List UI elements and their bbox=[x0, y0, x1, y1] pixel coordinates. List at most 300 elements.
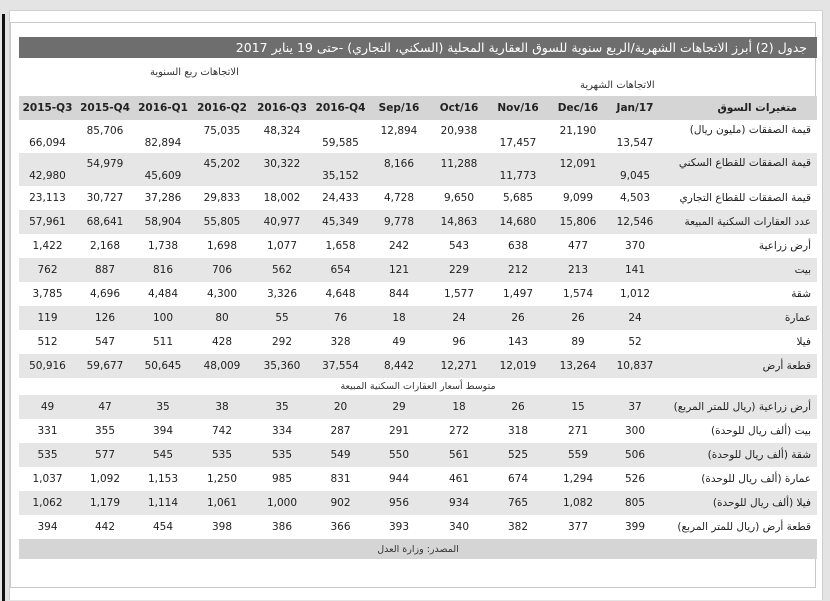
table-cell: 366 bbox=[330, 521, 351, 533]
table-cell: 291 bbox=[388, 425, 410, 437]
table-cell bbox=[19, 330, 76, 354]
table-cell: 35 bbox=[156, 401, 170, 413]
table-cell bbox=[312, 153, 369, 186]
binding-edge bbox=[2, 14, 5, 601]
cell-value: 15,806 bbox=[559, 216, 597, 228]
table-cell bbox=[489, 282, 547, 306]
cell-value: 4,728 bbox=[383, 192, 415, 204]
cell-value: 119 bbox=[37, 312, 58, 324]
table-cell bbox=[19, 354, 76, 378]
table-cell bbox=[489, 354, 547, 378]
table-cell: 331 bbox=[37, 425, 58, 437]
table-cell: 742 bbox=[211, 425, 233, 437]
table-cell bbox=[369, 186, 429, 210]
table-cell: 535 bbox=[211, 449, 233, 461]
table-cell bbox=[19, 120, 76, 153]
table-cell bbox=[369, 120, 429, 153]
table-cell bbox=[134, 258, 192, 282]
table-cell bbox=[489, 153, 547, 186]
table-cell: 545 bbox=[152, 449, 174, 461]
cell-value: 4,300 bbox=[206, 288, 238, 300]
cell-value: 547 bbox=[94, 336, 116, 348]
cell-value: 12,546 bbox=[616, 216, 654, 228]
cell-value: 54,979 bbox=[86, 157, 124, 170]
table-cell bbox=[312, 258, 369, 282]
table-cell: 334 bbox=[271, 425, 293, 437]
table-cell bbox=[609, 306, 661, 330]
table-cell bbox=[192, 234, 252, 258]
cell-value: 11,288 bbox=[440, 157, 478, 170]
cell-value: 428 bbox=[211, 336, 233, 348]
cell-value: 14,863 bbox=[440, 216, 478, 228]
table-cell bbox=[429, 210, 489, 234]
cell-value: 562 bbox=[271, 264, 293, 276]
cell-value: 50,645 bbox=[144, 360, 182, 372]
cell-value: 29,833 bbox=[203, 192, 241, 204]
table-cell: 1,061 bbox=[206, 497, 238, 509]
table-cell: 300 bbox=[624, 425, 646, 437]
table-row bbox=[19, 467, 817, 491]
cell-value: 1,077 bbox=[266, 240, 298, 252]
cell-value: 37,554 bbox=[322, 360, 359, 372]
table-cell: 535 bbox=[37, 449, 58, 461]
table-cell: 398 bbox=[211, 521, 233, 533]
table-cell bbox=[192, 330, 252, 354]
table-cell: 1,062 bbox=[32, 497, 63, 509]
table-cell bbox=[609, 330, 661, 354]
cell-value: 10,837 bbox=[616, 360, 654, 372]
cell-value: 8,442 bbox=[383, 360, 415, 372]
table-cell: 461 bbox=[448, 473, 470, 485]
table-cell: 15 bbox=[571, 401, 585, 413]
cell-value: 89 bbox=[571, 336, 585, 348]
cell-value: 3,785 bbox=[32, 288, 63, 300]
cell-value: 1,738 bbox=[147, 240, 179, 252]
cell-value: 13,547 bbox=[616, 136, 654, 149]
column-header: Jan/17 bbox=[616, 102, 654, 114]
table-row bbox=[19, 419, 817, 443]
cell-value: 4,503 bbox=[619, 192, 651, 204]
table-cell bbox=[192, 354, 252, 378]
table-cell bbox=[547, 234, 609, 258]
table-cell: 1,179 bbox=[89, 497, 121, 509]
source-row bbox=[19, 539, 817, 559]
table-cell bbox=[429, 306, 489, 330]
cell-value: 58,904 bbox=[144, 216, 182, 228]
table-cell bbox=[429, 186, 489, 210]
table-cell bbox=[312, 120, 369, 153]
cell-value: 35,360 bbox=[263, 360, 301, 372]
table-cell bbox=[609, 120, 661, 153]
cell-value: 26 bbox=[511, 312, 525, 324]
cell-value: 844 bbox=[388, 288, 410, 300]
cell-value: 4,696 bbox=[89, 288, 121, 300]
table-cell bbox=[192, 306, 252, 330]
table-cell bbox=[19, 282, 76, 306]
monthly-trends-label: الاتجاهات الشهرية bbox=[580, 80, 655, 91]
table-cell bbox=[489, 186, 547, 210]
cell-value: 14,680 bbox=[499, 216, 537, 228]
cell-value: 66,094 bbox=[29, 136, 66, 149]
table-row bbox=[19, 515, 817, 539]
subheader-label: متوسط أسعار العقارات السكنية المبيعة bbox=[340, 381, 496, 392]
table-row bbox=[19, 210, 817, 234]
cell-value: 121 bbox=[388, 264, 410, 276]
table-cell bbox=[134, 234, 192, 258]
table-cell bbox=[19, 234, 76, 258]
table-cell bbox=[547, 120, 609, 153]
quarterly-trends-label: الاتجاهات ربع السنوية bbox=[150, 67, 239, 78]
table-cell: 674 bbox=[507, 473, 529, 485]
table-cell: 526 bbox=[624, 473, 646, 485]
table-cell bbox=[252, 306, 312, 330]
table-cell bbox=[429, 330, 489, 354]
table-cell bbox=[19, 210, 76, 234]
cell-value: 4,484 bbox=[147, 288, 179, 300]
table-cell bbox=[76, 282, 134, 306]
table-cell bbox=[369, 282, 429, 306]
table-cell: 561 bbox=[448, 449, 470, 461]
cell-value: 18,002 bbox=[263, 192, 301, 204]
cell-value: 9,045 bbox=[619, 169, 651, 182]
table-cell bbox=[609, 210, 661, 234]
cell-value: 477 bbox=[567, 240, 589, 252]
table-cell bbox=[192, 258, 252, 282]
table-cell bbox=[369, 153, 429, 186]
cell-value: 45,349 bbox=[322, 216, 359, 228]
cell-value: 52 bbox=[628, 336, 642, 348]
table-cell bbox=[489, 258, 547, 282]
cell-value: 213 bbox=[567, 264, 589, 276]
table-cell: 377 bbox=[567, 521, 589, 533]
table-cell bbox=[252, 354, 312, 378]
cell-value: 26 bbox=[571, 312, 585, 324]
table-cell: 1,294 bbox=[562, 473, 594, 485]
cell-value: 12,894 bbox=[380, 124, 418, 137]
column-header: 2016-Q1 bbox=[138, 102, 188, 114]
table-cell bbox=[19, 186, 76, 210]
table-cell bbox=[19, 258, 76, 282]
table-cell: 399 bbox=[624, 521, 646, 533]
table-cell bbox=[134, 210, 192, 234]
row-label: بيت (ألف ريال للوحدة) bbox=[710, 425, 811, 437]
table-row bbox=[19, 282, 817, 306]
table-cell: 49 bbox=[40, 401, 55, 413]
table-cell bbox=[429, 258, 489, 282]
table-row bbox=[19, 258, 817, 282]
column-header: Oct/16 bbox=[439, 102, 479, 114]
cell-value: 126 bbox=[94, 312, 116, 324]
cell-value: 50,916 bbox=[29, 360, 66, 372]
table-cell: 355 bbox=[94, 425, 116, 437]
table-cell bbox=[252, 120, 312, 153]
cell-value: 13,264 bbox=[559, 360, 597, 372]
table-cell: 1,082 bbox=[562, 497, 594, 509]
row-label: فيلا (ألف ريال للوحدة) bbox=[712, 497, 811, 509]
cell-value: 1,698 bbox=[206, 240, 238, 252]
table-cell: 1,037 bbox=[32, 473, 63, 485]
cell-value: 100 bbox=[152, 312, 174, 324]
cell-value: 1,577 bbox=[443, 288, 475, 300]
cell-value: 80 bbox=[215, 312, 229, 324]
cell-value: 59,585 bbox=[322, 136, 359, 149]
row-label: شقة bbox=[791, 288, 811, 300]
table-cell bbox=[19, 306, 76, 330]
cell-value: 37,286 bbox=[144, 192, 182, 204]
table-cell: 393 bbox=[388, 521, 410, 533]
table-cell bbox=[369, 354, 429, 378]
row-label: عدد العقارات السكنية المبيعة bbox=[684, 216, 811, 228]
cell-value: 24,433 bbox=[322, 192, 359, 204]
table-cell bbox=[134, 306, 192, 330]
cell-value: 143 bbox=[507, 336, 529, 348]
cell-value: 4,648 bbox=[325, 288, 356, 300]
table-cell bbox=[547, 330, 609, 354]
table-cell bbox=[369, 234, 429, 258]
table-cell bbox=[429, 234, 489, 258]
table-cell: 934 bbox=[448, 497, 470, 509]
table-cell: 20 bbox=[333, 401, 348, 413]
cell-value: 75,035 bbox=[203, 124, 241, 137]
table-cell bbox=[547, 354, 609, 378]
table-cell bbox=[252, 234, 312, 258]
cell-value: 543 bbox=[448, 240, 470, 252]
table-cell bbox=[489, 120, 547, 153]
cell-value: 512 bbox=[37, 336, 58, 348]
table-cell: 550 bbox=[388, 449, 410, 461]
cell-value: 2,168 bbox=[89, 240, 121, 252]
cell-value: 9,650 bbox=[443, 192, 475, 204]
table-cell bbox=[192, 153, 252, 186]
column-header: Sep/16 bbox=[378, 102, 420, 114]
table-cell: 47 bbox=[98, 401, 112, 413]
table-row bbox=[19, 354, 817, 378]
table-cell bbox=[76, 234, 134, 258]
column-header-label: متغيرات السوق bbox=[717, 102, 797, 114]
table-cell bbox=[76, 354, 134, 378]
table-cell: 1,250 bbox=[206, 473, 238, 485]
cell-value: 20,938 bbox=[440, 124, 478, 137]
table-cell: 902 bbox=[330, 497, 351, 509]
cell-value: 68,641 bbox=[86, 216, 124, 228]
table-cell bbox=[192, 210, 252, 234]
cell-value: 328 bbox=[330, 336, 351, 348]
row-label: شقة (ألف ريال للوحدة) bbox=[707, 449, 811, 461]
table-row bbox=[19, 443, 817, 467]
table-cell: 271 bbox=[567, 425, 589, 437]
table-cell: 340 bbox=[448, 521, 470, 533]
table-cell bbox=[609, 258, 661, 282]
table-cell bbox=[489, 330, 547, 354]
table-row bbox=[19, 120, 817, 153]
table-cell bbox=[547, 258, 609, 282]
table-cell bbox=[76, 330, 134, 354]
cell-value: 18 bbox=[392, 312, 406, 324]
cell-value: 55 bbox=[275, 312, 289, 324]
table-cell bbox=[76, 210, 134, 234]
table-cell bbox=[547, 153, 609, 186]
column-header: 2016-Q2 bbox=[197, 102, 247, 114]
table-cell bbox=[547, 306, 609, 330]
cell-value: 12,271 bbox=[440, 360, 478, 372]
table-cell: 1,000 bbox=[266, 497, 298, 509]
table-cell bbox=[312, 186, 369, 210]
cell-value: 45,609 bbox=[144, 169, 182, 182]
cell-value: 21,190 bbox=[559, 124, 597, 137]
table-row bbox=[19, 306, 817, 330]
table-cell: 394 bbox=[152, 425, 174, 437]
table-cell bbox=[429, 153, 489, 186]
cell-value: 85,706 bbox=[86, 124, 124, 137]
table-cell: 506 bbox=[624, 449, 646, 461]
table-cell bbox=[369, 330, 429, 354]
cell-value: 76 bbox=[333, 312, 348, 324]
table-cell: 1,114 bbox=[147, 497, 179, 509]
header-row bbox=[19, 96, 817, 120]
cell-value: 5,685 bbox=[502, 192, 534, 204]
cell-value: 292 bbox=[271, 336, 293, 348]
cell-value: 23,113 bbox=[29, 192, 66, 204]
row-label: قيمة الصفقات للقطاع السكني bbox=[678, 157, 811, 169]
cell-value: 1,658 bbox=[325, 240, 356, 252]
cell-value: 49 bbox=[392, 336, 406, 348]
table-cell bbox=[547, 210, 609, 234]
table-cell: 559 bbox=[567, 449, 589, 461]
cell-value: 242 bbox=[388, 240, 410, 252]
table-cell bbox=[19, 153, 76, 186]
row-label: أرض زراعية bbox=[758, 240, 811, 252]
cell-value: 638 bbox=[507, 240, 529, 252]
row-label: قيمة الصفقات (مليون ريال) bbox=[689, 124, 811, 136]
table-cell: 549 bbox=[330, 449, 351, 461]
table-cell bbox=[312, 234, 369, 258]
cell-value: 12,019 bbox=[499, 360, 537, 372]
cell-value: 82,894 bbox=[144, 136, 182, 149]
table-cell: 577 bbox=[94, 449, 116, 461]
cell-value: 1,574 bbox=[562, 288, 594, 300]
market-trends-table bbox=[19, 96, 817, 559]
table-cell bbox=[609, 153, 661, 186]
cell-value: 17,457 bbox=[499, 136, 537, 149]
cell-value: 762 bbox=[37, 264, 58, 276]
table-cell bbox=[489, 306, 547, 330]
table-cell: 26 bbox=[511, 401, 525, 413]
cell-value: 229 bbox=[448, 264, 470, 276]
table-row bbox=[19, 491, 817, 515]
cell-value: 12,091 bbox=[559, 157, 597, 170]
table-cell bbox=[192, 186, 252, 210]
table-cell: 386 bbox=[271, 521, 293, 533]
cell-value: 24 bbox=[628, 312, 642, 324]
cell-value: 8,166 bbox=[383, 157, 415, 170]
table-title: جدول (2) أبرز الاتجاهات الشهرية/الربع سنوية للسوق العقارية المحلية (السكني، التجاري) -حتى 19 يناير 2017 bbox=[19, 37, 817, 58]
table-cell: 1,153 bbox=[147, 473, 179, 485]
table-cell bbox=[609, 354, 661, 378]
table-cell: 37 bbox=[628, 401, 642, 413]
table-cell bbox=[489, 210, 547, 234]
table-cell bbox=[252, 210, 312, 234]
table-row bbox=[19, 395, 817, 419]
table-cell: 985 bbox=[271, 473, 293, 485]
cell-value: 706 bbox=[211, 264, 233, 276]
table-cell: 287 bbox=[330, 425, 351, 437]
table-cell: 382 bbox=[507, 521, 529, 533]
table-cell bbox=[76, 258, 134, 282]
table-cell bbox=[312, 282, 369, 306]
table-cell bbox=[429, 282, 489, 306]
table-cell bbox=[134, 186, 192, 210]
column-header: 2016-Q3 bbox=[257, 102, 307, 114]
table-cell: 38 bbox=[215, 401, 229, 413]
cell-value: 40,977 bbox=[263, 216, 301, 228]
table-cell: 35 bbox=[275, 401, 289, 413]
table-cell bbox=[134, 153, 192, 186]
table-cell bbox=[134, 120, 192, 153]
table-cell bbox=[609, 234, 661, 258]
cell-value: 57,961 bbox=[29, 216, 66, 228]
cell-value: 1,422 bbox=[32, 240, 63, 252]
table-cell: 29 bbox=[392, 401, 406, 413]
table-cell bbox=[547, 186, 609, 210]
row-label: أرض زراعية (ريال للمتر المربع) bbox=[673, 401, 811, 413]
table-cell: 944 bbox=[388, 473, 410, 485]
cell-value: 141 bbox=[624, 264, 646, 276]
table-row bbox=[19, 234, 817, 258]
table-cell bbox=[134, 354, 192, 378]
table-cell bbox=[252, 186, 312, 210]
table-cell bbox=[429, 120, 489, 153]
table-cell bbox=[312, 210, 369, 234]
table-cell: 394 bbox=[37, 521, 58, 533]
cell-value: 48,324 bbox=[263, 124, 301, 137]
column-header: 2016-Q4 bbox=[315, 102, 366, 114]
table-cell: 831 bbox=[330, 473, 351, 485]
table-cell bbox=[76, 186, 134, 210]
source-note: المصدر: وزارة العدل bbox=[377, 543, 459, 555]
cell-value: 35,152 bbox=[322, 169, 359, 182]
cell-value: 11,773 bbox=[499, 169, 537, 182]
table-cell bbox=[252, 282, 312, 306]
cell-value: 59,677 bbox=[86, 360, 124, 372]
cell-value: 3,326 bbox=[266, 288, 298, 300]
cell-value: 24 bbox=[452, 312, 466, 324]
table-cell bbox=[192, 120, 252, 153]
column-header: Dec/16 bbox=[557, 102, 599, 114]
table-cell bbox=[369, 306, 429, 330]
row-label: بيت bbox=[794, 264, 811, 276]
table-cell bbox=[76, 120, 134, 153]
cell-value: 654 bbox=[330, 264, 351, 276]
table-cell: 18 bbox=[452, 401, 466, 413]
cell-value: 45,202 bbox=[203, 157, 241, 170]
cell-value: 55,805 bbox=[203, 216, 241, 228]
row-label: عمارة (ألف ريال للوحدة) bbox=[701, 473, 811, 485]
row-label: قطعة أرض (ريال للمتر المربع) bbox=[677, 521, 811, 533]
cell-value: 511 bbox=[152, 336, 174, 348]
table-cell bbox=[252, 153, 312, 186]
table-cell bbox=[192, 282, 252, 306]
cell-value: 48,009 bbox=[203, 360, 241, 372]
column-header: Nov/16 bbox=[497, 102, 539, 114]
cell-value: 9,778 bbox=[383, 216, 415, 228]
row-label: فيلا bbox=[796, 336, 811, 348]
cell-value: 30,727 bbox=[86, 192, 124, 204]
table-cell: 535 bbox=[271, 449, 293, 461]
cell-value: 816 bbox=[152, 264, 174, 276]
cell-value: 42,980 bbox=[29, 169, 66, 182]
table-cell bbox=[609, 282, 661, 306]
column-header: 2015-Q4 bbox=[80, 102, 130, 114]
